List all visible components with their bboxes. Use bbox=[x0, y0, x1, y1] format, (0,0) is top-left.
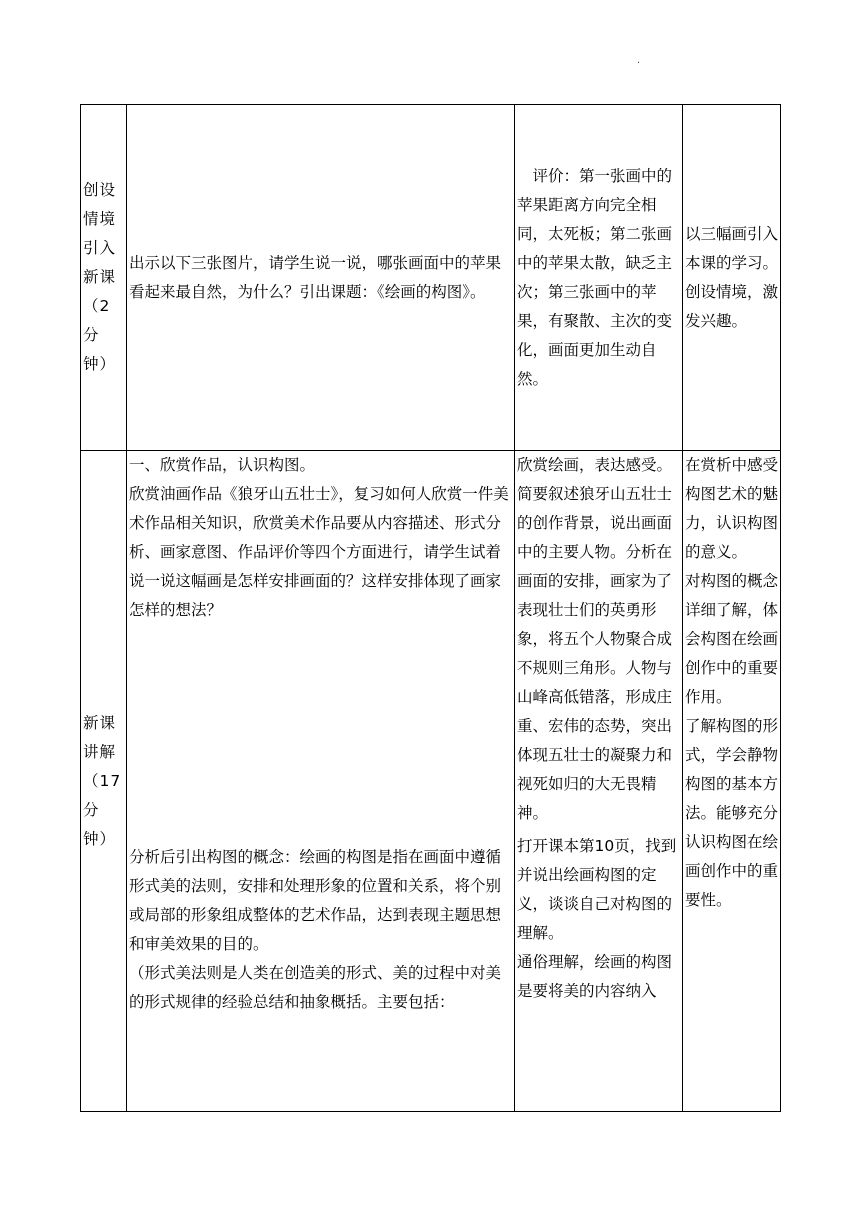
student-activity-cell bbox=[515, 451, 683, 1112]
teacher-activity-cell bbox=[127, 105, 515, 451]
student-paragraph: 通俗理解，绘画的构图是要将美的内容纳入 bbox=[517, 953, 673, 1000]
intent-paragraph: 了解构图的形式，学会静物构图的基本方法。能够充分认识构图在绘画创作中的重要性。 bbox=[685, 717, 779, 909]
design-intent-cell bbox=[683, 105, 781, 451]
phase-cell bbox=[81, 105, 127, 451]
table-row-intro bbox=[81, 105, 781, 451]
student-paragraph: 欣赏绘画，表达感受。简要叙述狼牙山五壮士的创作背景，说出画面中的主要人物。分析在画面的安排，画家为了表现壮士们的英勇形象，将五个人物聚合成不规则三角形。人物与山峰高低错落，形成庄重、宏伟的态势，突出体现五壮士的凝聚力和视死如归的大无畏精神。 bbox=[517, 456, 673, 822]
phase-label: 新课讲解（17分钟） bbox=[83, 713, 122, 848]
student-activity-cell bbox=[515, 105, 683, 451]
teacher-paragraph: 出示以下三张图片，请学生说一说，哪张画面中的苹果看起来最自然，为什么？引出课题：《绘画的构图》。 bbox=[129, 253, 502, 301]
student-paragraph: 评价：第一张画中的苹果距离方向完全相同，太死板；第二张画中的苹果太散，缺乏主次；第三张画中的苹果，有聚散、主次的变化，画面更加生动自然。 bbox=[517, 166, 673, 388]
design-intent-cell bbox=[683, 451, 781, 1112]
intent-paragraph: 以三幅画引入本课的学习。创设情境，激发兴趣。 bbox=[685, 224, 779, 330]
phase-label: 创设情境引入新课（2分钟） bbox=[83, 181, 117, 373]
lesson-plan-table bbox=[80, 104, 781, 1112]
intent-paragraph: 对构图的概念详细了解，体会构图在绘画创作中的重要作用。 bbox=[685, 572, 779, 706]
table-row-lecture bbox=[81, 451, 781, 1112]
teacher-activity-cell bbox=[127, 451, 515, 1112]
page-marker: . bbox=[637, 55, 641, 66]
teacher-paragraph: 一、欣赏作品，认识构图。 bbox=[129, 456, 316, 474]
phase-cell bbox=[81, 451, 127, 1112]
teacher-paragraph: 欣赏油画作品《狼牙山五壮士》，复习如何人欣赏一件美术作品相关知识，欣赏美术作品要从内容描述、形式分析、画家意图、作品评价等四个方面进行，请学生试着说一说这幅画是怎样安排画面的？这样安排体现了画家怎样的想法？ bbox=[129, 485, 509, 619]
teacher-paragraph: （形式美法则是人类在创造美的形式、美的过程中对美的形式规律的经验总结和抽象概括。主要包括： bbox=[129, 964, 502, 1011]
student-paragraph: 打开课本第10页，找到并说出绘画构图的定义，谈谈自己对构图的理解。 bbox=[517, 837, 677, 942]
teacher-paragraph: 分析后引出构图的概念：绘画的构图是指在画面中遵循形式美的法则，安排和处理形象的位置和关系，将个别或局部的形象组成整体的艺术作品，达到表现主题思想和审美效果的目的。 bbox=[129, 848, 502, 953]
intent-paragraph: 在赏析中感受构图艺术的魅力，认识构图的意义。 bbox=[685, 456, 779, 561]
